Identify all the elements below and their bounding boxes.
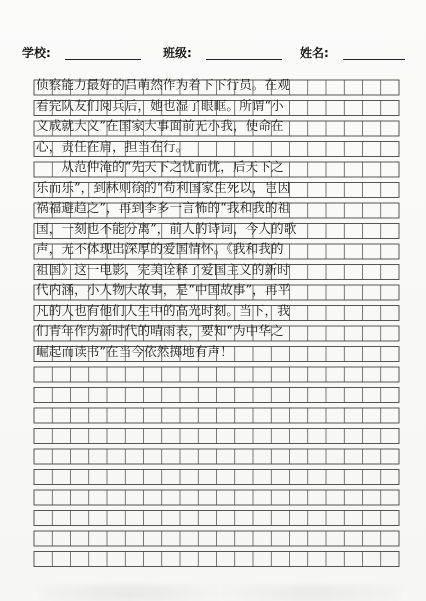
grid-row: [34, 429, 399, 444]
grid-row: [34, 388, 399, 403]
grid-row: [34, 449, 399, 464]
essay-line: 看完队友们阅兵后，她也湿了眼眶。所谓“小: [36, 97, 284, 113]
school-field[interactable]: [65, 59, 141, 60]
essay-line: 义成就大义”在国家大事面前无小我，使命在: [36, 118, 284, 133]
grid-row: [34, 408, 399, 423]
grid-row: [34, 367, 399, 382]
blurred-footer: [40, 585, 400, 601]
essay-line: 乐而乐”，到林则徐的“苟利国家生死以，岂因: [36, 179, 291, 195]
name-label: 姓名:: [300, 46, 329, 60]
essay-line: 声，无不体现出深厚的爱国情怀。《我和我的: [36, 241, 284, 256]
school-label: 学校:: [22, 46, 51, 60]
grid-row: [34, 511, 399, 526]
class-label: 班级:: [163, 46, 192, 60]
class-field[interactable]: [206, 59, 282, 60]
grid-row: [34, 470, 399, 485]
essay-line: 凡的人也有他们人生中的高光时刻。当下，我: [36, 302, 290, 318]
essay-line: 祖国》这一电影，完美诠释了爱国主义的新时: [36, 261, 290, 277]
grid-row: [34, 531, 399, 546]
essay-line: 祸福避趋之”，再到李多一言怖的“我和我的祖: [36, 200, 291, 215]
essay-line: 从范仲淹的“先天下之忧而忧，后天下之: [36, 159, 284, 174]
essay-line: 心，责任在肩，担当在行。: [36, 138, 189, 154]
grid-row: [34, 552, 399, 567]
essay-line: 国，一刻也不能分离”，前人的诗词，今人的歌: [36, 220, 297, 236]
essay-line: 代内涵，小人物大故事，是“中国故事”，再平: [36, 282, 291, 297]
grid-row: [34, 490, 399, 505]
essay-line: 崛起而读书”在当今依然掷地有声！: [36, 343, 233, 359]
essay-line: 们青年作为新时代的晴雨表，要知“为中华之: [36, 323, 284, 338]
name-field[interactable]: [343, 59, 405, 60]
essay-line: 侦察能力最好的吕萌然作为着下下行员。在观: [36, 77, 290, 92]
student-info-header: [0, 32, 426, 72]
